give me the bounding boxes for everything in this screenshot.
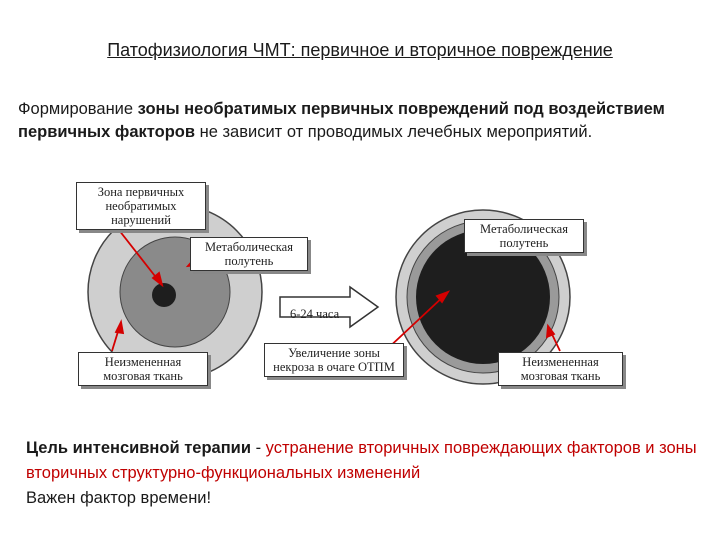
goal-dash: - — [250, 439, 266, 457]
goal-paragraph — [26, 436, 706, 511]
intro-bold: зоны необратимых первичных повреждений под воздействием первичных факторов — [18, 100, 665, 141]
left-core — [152, 283, 176, 307]
goal-lead: Цель интенсивной терапии — [26, 439, 251, 457]
label-time: 6-24 часа — [290, 307, 340, 321]
intro-paragraph — [18, 98, 688, 144]
label-unchanged-left: Неизмененная мозговая ткань — [78, 352, 208, 386]
goal-red-text: устранение вторичных повреждающих факторов и зоны вторичных структурно-функциональных изменений — [26, 439, 697, 482]
label-necrosis: Увеличение зоны некроза в очаге ОТПМ — [264, 343, 404, 377]
label-penumbra-right: Метаболическая полутень — [464, 219, 584, 253]
label-penumbra-left: Метаболическая полутень — [190, 237, 308, 271]
intro-text-2: не зависит от проводимых лечебных мероприятий. — [195, 123, 593, 141]
injury-diagram — [60, 175, 660, 405]
slide-title: Патофизиология ЧМТ: первичное и вторичное повреждение — [107, 40, 613, 60]
label-primary-zone: Зона первичных необратимых нарушений — [76, 182, 206, 230]
intro-text-1: Формирование — [18, 100, 138, 118]
label-unchanged-right: Неизмененная мозговая ткань — [498, 352, 623, 386]
goal-line3: Важен фактор времени! — [26, 489, 212, 507]
